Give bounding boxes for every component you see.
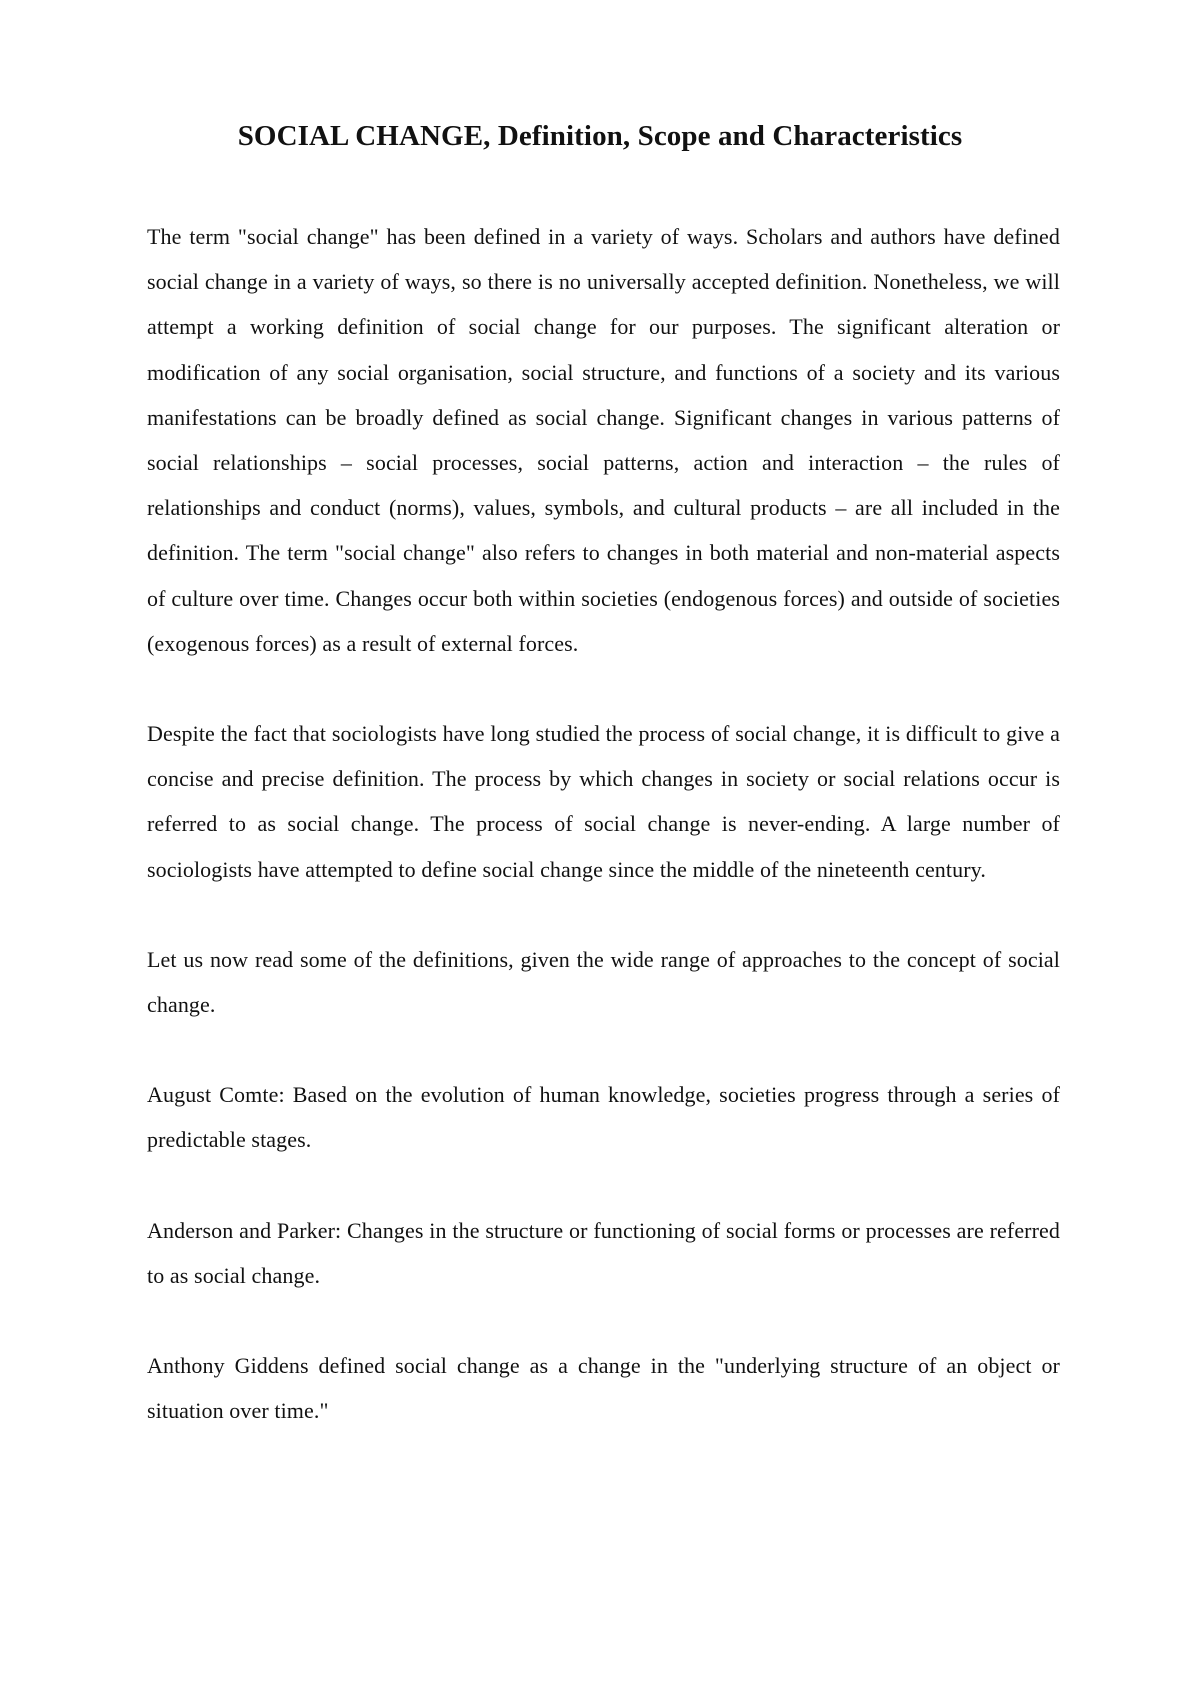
paragraph-process: Despite the fact that sociologists have long studied the process of social change, it is difficult to give a concise and precise definition. The process by which changes in society or social relations occur is referred to as social change. The process of social change is never-ending. A large number of sociologists have attempted to define social change since the middle of the nineteenth century. [147,721,1060,882]
document-body [147,214,1060,1478]
paragraph-anderson-parker: Anderson and Parker: Changes in the structure or functioning of social forms or processes are referred to as social change. [147,1217,1060,1288]
paragraph-giddens: Anthony Giddens defined social change as a change in the "underlying structure of an object or situation over time." [147,1353,1060,1424]
paragraph-definitions-intro: Let us now read some of the definitions, given the wide range of approaches to the concept of social change. [147,946,1060,1018]
paragraph-definition-intro: The term "social change" has been defined in a variety of ways. Scholars and authors have defined social change in a variety of ways, so there is no universally accepted definition. Nonetheless, we will attempt a working definition of social change for our purposes. The significant alteration or modification of any social organisation, social structure, and functions of a society and its various manifestations can be broadly defined as social change. Significant changes in various patterns of social relationships – social processes, social patterns, action and interaction – the rules of relationships and conduct (norms), values, symbols, and cultural products – are all included in the definition. The term "social change" also refers to changes in both material and non-material aspects of culture over time. Changes occur both within societies (endogenous forces) and outside of societies (exogenous forces) as a result of external forces. [147,224,1060,656]
document-title: SOCIAL CHANGE, Definition, Scope and Characteristics [237,120,963,152]
paragraph-comte: August Comte: Based on the evolution of human knowledge, societies progress through a series of predictable stages. [147,1082,1060,1153]
